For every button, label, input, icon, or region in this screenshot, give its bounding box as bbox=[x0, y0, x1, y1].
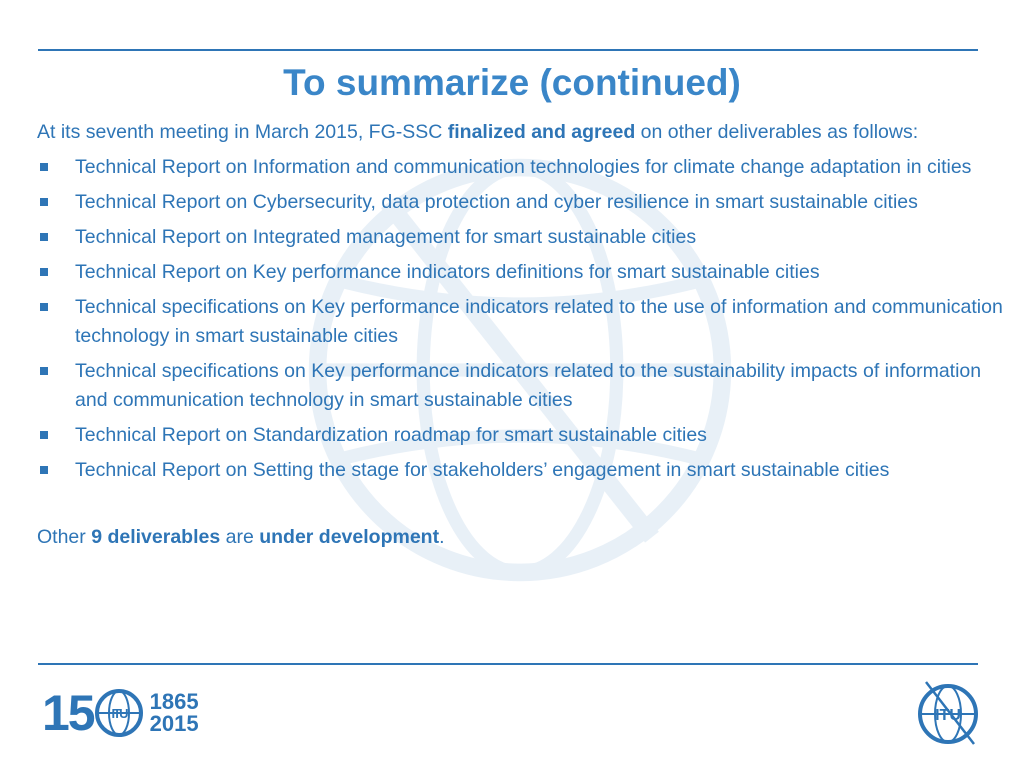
list-item-text: Technical Report on Key performance indicators definitions for smart sustainable cities bbox=[75, 261, 820, 283]
itu-logo-text: ITU bbox=[111, 706, 127, 721]
year-end: 2015 bbox=[149, 711, 199, 736]
page-title: To summarize (continued) bbox=[283, 62, 741, 103]
anniversary-logo bbox=[42, 683, 199, 743]
closing-part2: are bbox=[220, 526, 260, 548]
bullet-square-icon bbox=[40, 233, 48, 241]
intro-text-after: on other deliverables as follows: bbox=[635, 121, 919, 143]
list-item-text: Technical Report on Information and communication technologies for climate change adaptation in cities bbox=[75, 156, 972, 178]
intro-paragraph bbox=[37, 118, 1007, 147]
list-item-text: Technical Report on Standardization roadmap for smart sustainable cities bbox=[75, 424, 707, 446]
bullet-square-icon bbox=[40, 466, 48, 474]
anniversary-number bbox=[42, 684, 144, 742]
list-item bbox=[37, 357, 1007, 415]
bottom-divider bbox=[38, 663, 978, 665]
list-item-text: Technical Report on Integrated management for smart sustainable cities bbox=[75, 226, 697, 248]
years-block bbox=[150, 691, 199, 735]
closing-paragraph bbox=[37, 523, 1007, 552]
closing-part3: . bbox=[439, 526, 445, 548]
list-item-text: Technical specifications on Key performance indicators related to the sustainability impacts of information and communication technology in smart sustainable cities bbox=[75, 360, 982, 411]
bullet-square-icon bbox=[40, 367, 48, 375]
list-item bbox=[37, 153, 1007, 182]
closing-bold1: 9 deliverables bbox=[91, 526, 221, 548]
deliverables-list bbox=[37, 153, 1007, 485]
itu-logo-icon bbox=[912, 676, 984, 748]
bullet-square-icon bbox=[40, 303, 48, 311]
closing-part1: Other bbox=[37, 526, 92, 548]
itu-corner-logo-text: ITU bbox=[935, 707, 961, 724]
bullet-square-icon bbox=[40, 431, 48, 439]
top-divider bbox=[38, 49, 978, 51]
anniversary-digits: 15 bbox=[42, 685, 94, 741]
bullet-square-icon bbox=[40, 163, 48, 171]
year-start: 1865 bbox=[149, 689, 199, 714]
closing-bold2: under development bbox=[259, 526, 440, 548]
list-item bbox=[37, 258, 1007, 287]
list-item bbox=[37, 456, 1007, 485]
list-item-text: Technical specifications on Key performance indicators related to the use of information and communication technology in smart sustainable cities bbox=[75, 296, 1003, 347]
list-item bbox=[37, 223, 1007, 252]
list-item bbox=[37, 421, 1007, 450]
bullet-square-icon bbox=[40, 268, 48, 276]
itu-globe-icon bbox=[94, 688, 144, 738]
list-item bbox=[37, 293, 1007, 351]
slide-body bbox=[37, 118, 1007, 572]
bullet-square-icon bbox=[40, 198, 48, 206]
list-item-text: Technical Report on Setting the stage for stakeholders’ engagement in smart sustainable cities bbox=[75, 459, 890, 481]
list-item bbox=[37, 188, 1007, 217]
intro-text-before: At its seventh meeting in March 2015, FG-SSC bbox=[37, 121, 448, 143]
list-item-text: Technical Report on Cybersecurity, data protection and cyber resilience in smart sustainable cities bbox=[75, 191, 918, 213]
intro-bold: finalized and agreed bbox=[447, 121, 636, 143]
